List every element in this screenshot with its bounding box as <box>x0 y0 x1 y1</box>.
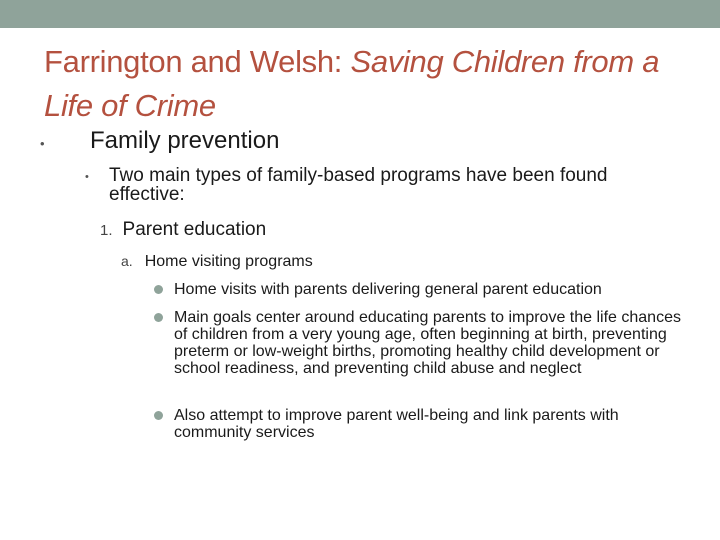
bullet-icon: • <box>40 136 45 151</box>
level4-text: Home visiting programs <box>144 253 313 270</box>
bullet-icon: • <box>85 171 89 183</box>
dot-bullet-icon <box>154 285 163 294</box>
dot-bullet-icon <box>154 411 163 420</box>
title-normal: Farrington and Welsh: <box>44 44 351 79</box>
level2-text: Two main types of family-based programs have been found effective: <box>109 165 608 205</box>
level3-item <box>100 219 266 242</box>
title-italic: Saving Children from a Life of Crime <box>44 44 660 123</box>
level5-item: Home visits with parents delivering general parent education <box>174 281 602 298</box>
dot-bullet-icon <box>154 313 163 322</box>
level5-item: Main goals center around educating parents to improve the life chances of children from a very young age, often beginning at birth, preventing preterm or low-weight births, promoting healthy child development or school readiness, and preventing child abuse and neglect <box>174 309 681 377</box>
level3-text: Parent education <box>122 219 267 240</box>
level4-letter: a. <box>121 253 133 269</box>
level1-text: Family prevention <box>90 127 280 154</box>
level4-item <box>121 251 313 272</box>
level3-number: 1. <box>100 222 113 239</box>
level5-item: Also attempt to improve parent well-being and link parents with community services <box>174 407 619 441</box>
